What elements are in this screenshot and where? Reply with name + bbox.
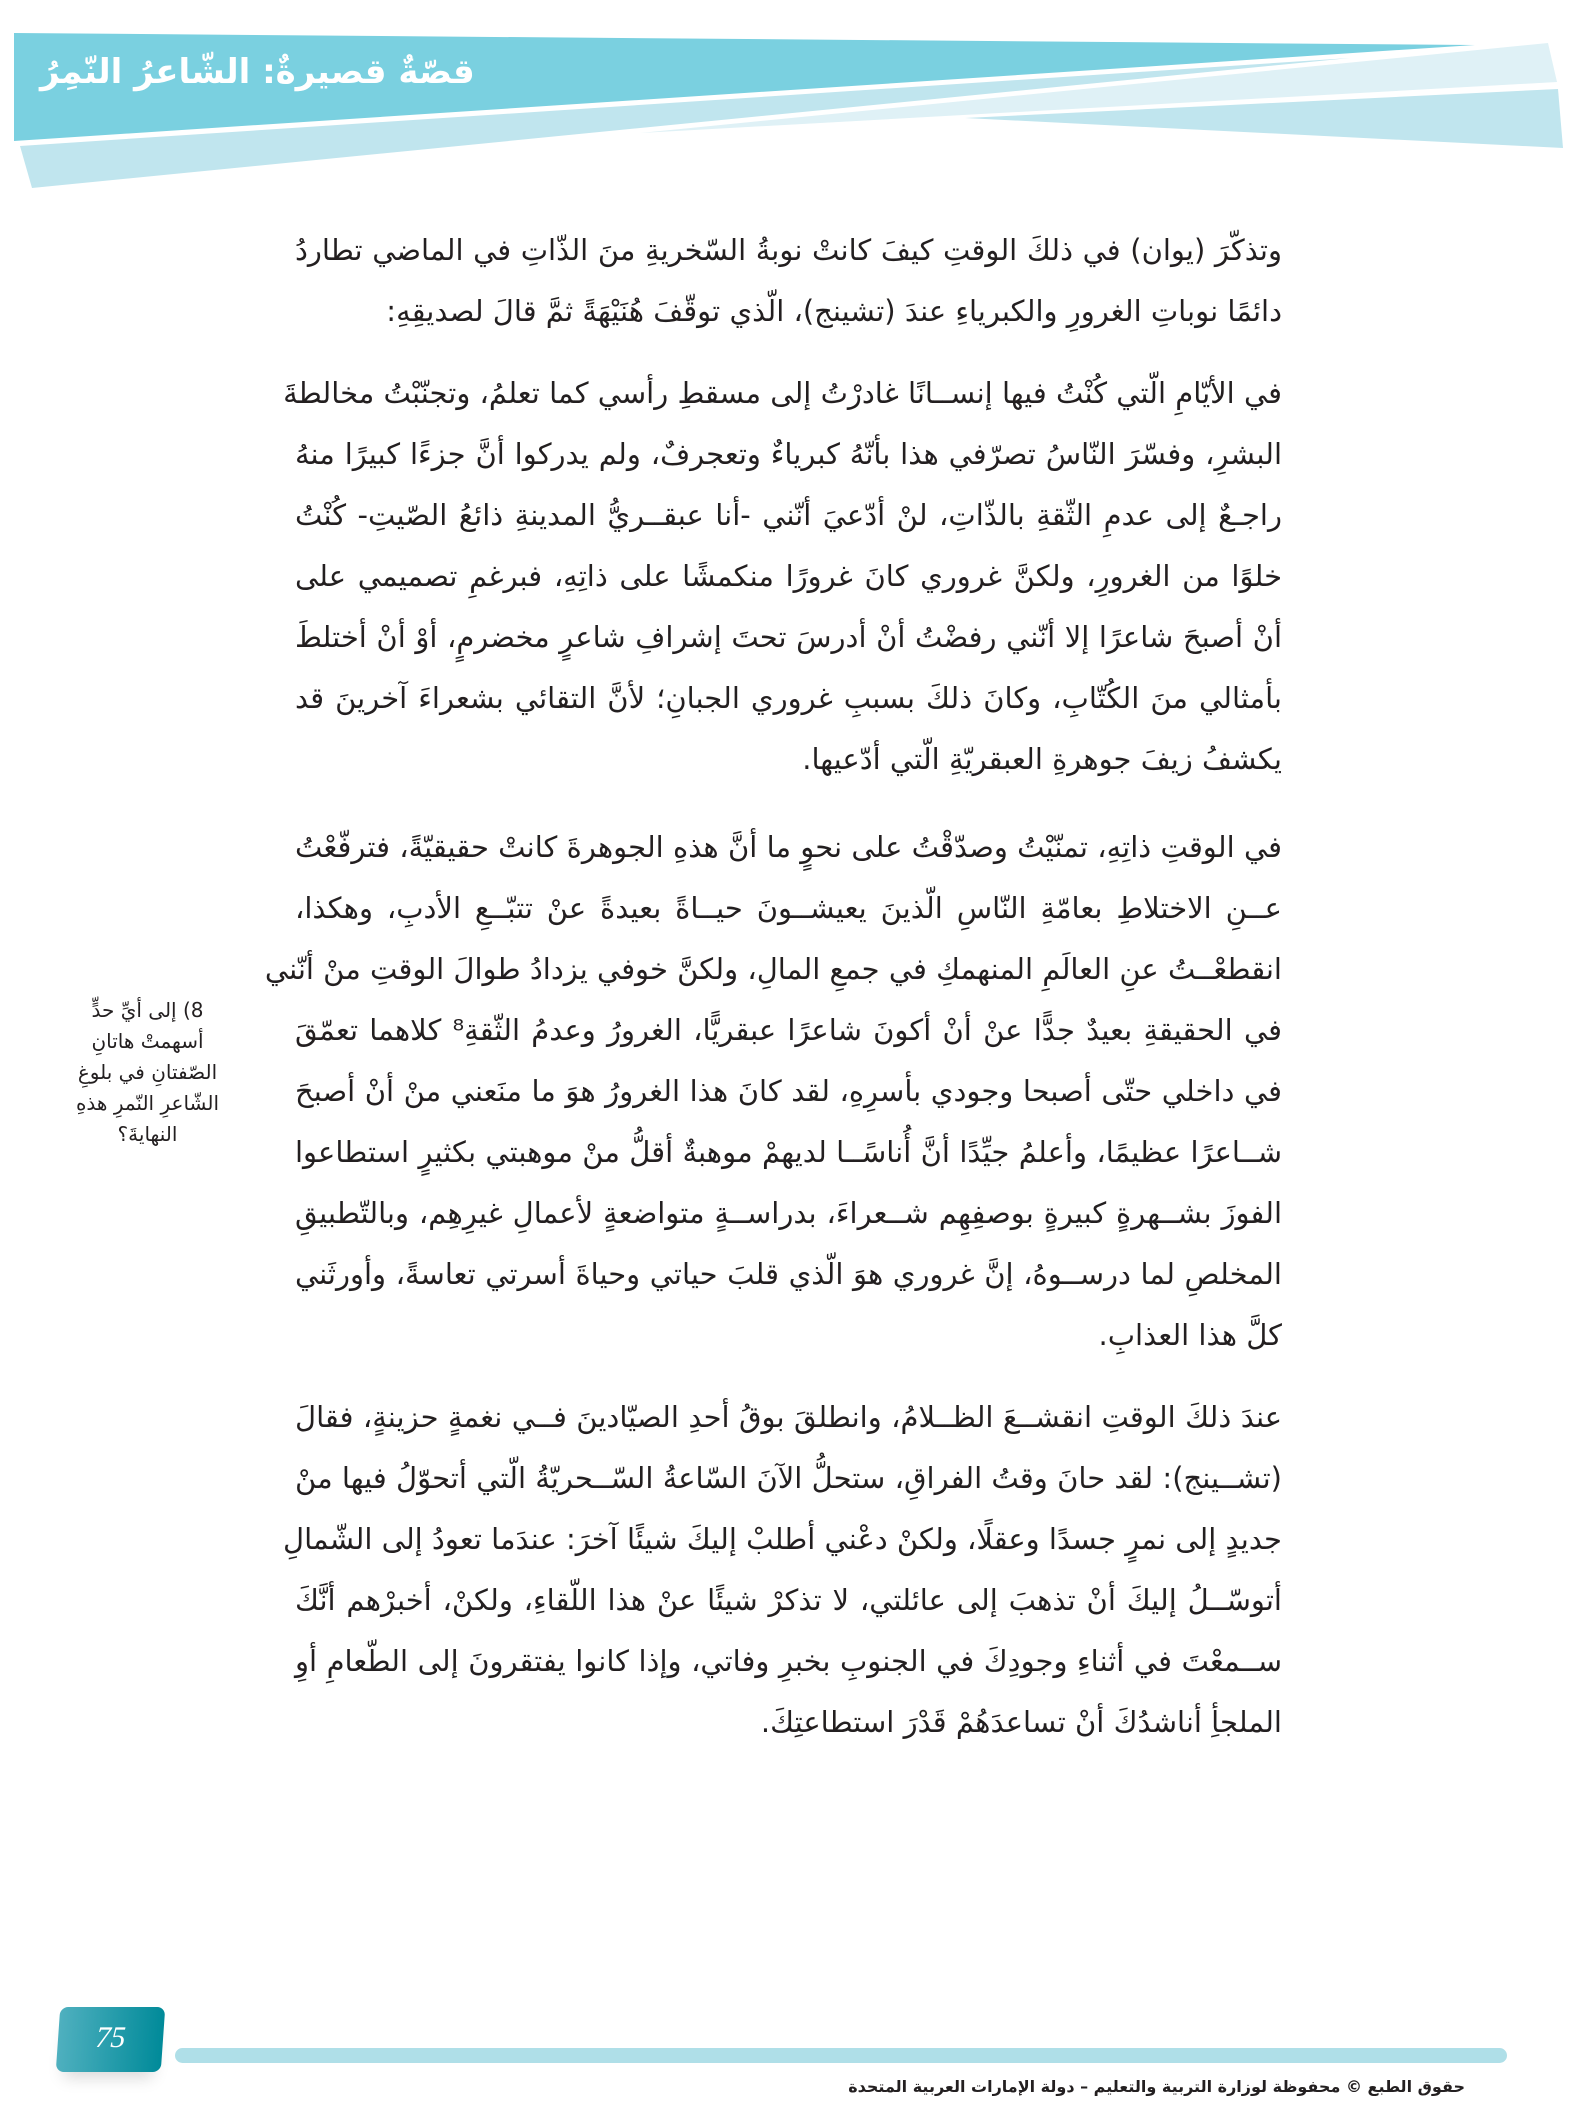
paragraph-3 [264, 817, 1282, 1366]
text-line: كلَّ هذا العذابِ. [1098, 1318, 1282, 1352]
text-line: عندَ ذلكَ الوقتِ انقشــعَ الظــلامُ، وانطلقَ بوقُ أحدِ الصيّادينَ فــي نغمةٍ حزينةٍ، فقالَ [295, 1400, 1282, 1434]
page-title: قصّةٌ قصيرةٌ: الشّاعرُ النّمِرُ [40, 52, 475, 92]
text-line: جديدٍ إلى نمرٍ جسدًا وعقلًا، ولكنْ دعْني أطلبْ إليكَ شيئًا آخرَ: عندَما تعودُ إلى الشّمالِ [283, 1522, 1282, 1556]
text-line: خلوًا من الغرورِ، ولكنَّ غروري كانَ غرورًا منكمشًا على ذاتِهِ، فبرغمِ تصميمي على [295, 559, 1282, 593]
header-banner [0, 0, 1575, 200]
paragraph-2 [283, 363, 1282, 790]
text-line: في الوقتِ ذاتِهِ، تمنّيْتُ وصدّقْتُ على نحوٍ ما أنَّ هذهِ الجوهرةَ كانتْ حقيقيّةً، فترفّعْتُ [295, 830, 1282, 864]
text-line: راجـعٌ إلى عدمِ الثّقةِ بالذّاتِ، لنْ أدّعيَ أنّني -أنا عبقــريُّ المدينةِ ذائعُ الصّيتِ- كُنْتُ [295, 498, 1282, 532]
text-line: في داخلي حتّى أصبحا وجودي بأسرِهِ، لقد كانَ هذا الغرورُ هوَ ما منَعني منْ أنْ أصبحَ [295, 1074, 1282, 1108]
text-line: أنْ أصبحَ شاعرًا إلا أنّني رفضْتُ أنْ أدرسَ تحتَ إشرافِ شاعرٍ مخضرمٍ، أوْ أنْ أختلطَ [295, 620, 1282, 654]
page-number-tab [56, 2007, 166, 2072]
copyright-notice: حقوق الطبع © محفوظة لوزارة التربية والتعليم – دولة الإمارات العربية المتحدة [848, 2077, 1465, 2096]
footer-bar [175, 2048, 1507, 2063]
text-line: الملجأِ أناشدُكَ أنْ تساعدَهُمْ قَدْرَ استطاعتِكَ. [760, 1705, 1282, 1739]
text-line: شــاعرًا عظيمًا، وأعلمُ جيِّدًا أنَّ أُناسًــا لديهمْ موهبةٌ أقلُّ منْ موهبتي بكثيرٍ استطاعوا [295, 1135, 1282, 1169]
page-number: 75 [94, 2021, 127, 2054]
text-line: الفوزَ بشــهرةٍ كبيرةٍ بوصفِهِم شــعراءَ، بدراســةٍ متواضعةٍ لأعمالِ غيرِهِم، وبالتّطبيقِ [295, 1196, 1282, 1230]
text-line: ســمعْتَ في أثناءِ وجودِكَ في الجنوبِ بخبرِ وفاتي، وإذا كانوا يفتقرونَ إلى الطّعامِ أوِ [295, 1644, 1282, 1678]
text-line: (تشــينج): لقد حانَ وقتُ الفراقِ، ستحلُّ الآنَ السّاعةُ السّــحريّةُ الّتي أتحوّلُ فيها منْ [295, 1461, 1282, 1495]
paragraph-4 [283, 1387, 1282, 1753]
text-line: وتذكّرَ (يوان) في ذلكَ الوقتِ كيفَ كانتْ نوبةُ السّخريةِ منَ الذّاتِ في الماضي تطاردُ [295, 233, 1282, 267]
paragraph-1 [295, 220, 1282, 342]
text-line: انقطعْــتُ عنِ العالَمِ المنهمكِ في جمعِ المالِ، ولكنَّ خوفي يزدادُ طوالَ الوقتِ منْ أنّني [264, 952, 1282, 986]
text-line: أتوسّــلُ إليكَ أنْ تذهبَ إلى عائلتي، لا تذكرْ شيئًا عنْ هذا اللّقاءِ، ولكنْ، أخبرْهم أنَّكَ [295, 1583, 1282, 1617]
text-line: عــنِ الاختلاطِ بعامّةِ النّاسِ الّذينَ يعيشــونَ حيــاةً بعيدةً عنْ تتبّــعِ الأدبِ، وهكذا، [295, 891, 1282, 925]
text-line: في الأيّامِ الّتي كُنْتُ فيها إنســانًا غادرْتُ إلى مسقطِ رأسي كما تعلمُ، وتجنّبْتُ مخالطةَ [283, 376, 1282, 410]
text-line: في الحقيقةِ بعيدٌ جدًّا عنْ أنْ أكونَ شاعرًا عبقريًّا، الغرورُ وعدمُ الثّقةِ⁸ كلاهما تعمّقَ [295, 1013, 1282, 1047]
text-line: البشرِ، وفسّرَ النّاسُ تصرّفي هذا بأنّهُ كبرياءٌ وتعجرفٌ، ولم يدركوا أنَّ جزءًا كبيرًا منهُ [295, 437, 1282, 471]
text-line: دائمًا نوباتِ الغرورِ والكبرياءِ عندَ (تشينج)، الّذي توقّفَ هُنَيْهَةً ثمَّ قالَ لصديقِهِ: [386, 294, 1282, 328]
text-line: يكشفُ زيفَ جوهرةِ العبقريّةِ الّتي أدّعيها. [802, 742, 1282, 776]
margin-question-footnote: 8) إلى أيِّ حدٍّ أسهمتْ هاتانِ الصّفتانِ في بلوغِ الشّاعرِ النّمرِ هذهِ النهايةَ؟ [75, 998, 220, 1146]
text-line: المخلصِ لما درســوهُ، إنَّ غروري هوَ الّذي قلبَ حياتي وحياةَ أسرتي تعاسةً، وأورثَني [295, 1257, 1282, 1291]
text-line: بأمثالي منَ الكُتّابِ، وكانَ ذلكَ بسببِ غروري الجبانِ؛ لأنَّ التقائي بشعراءَ آخرينَ قد [295, 681, 1282, 715]
